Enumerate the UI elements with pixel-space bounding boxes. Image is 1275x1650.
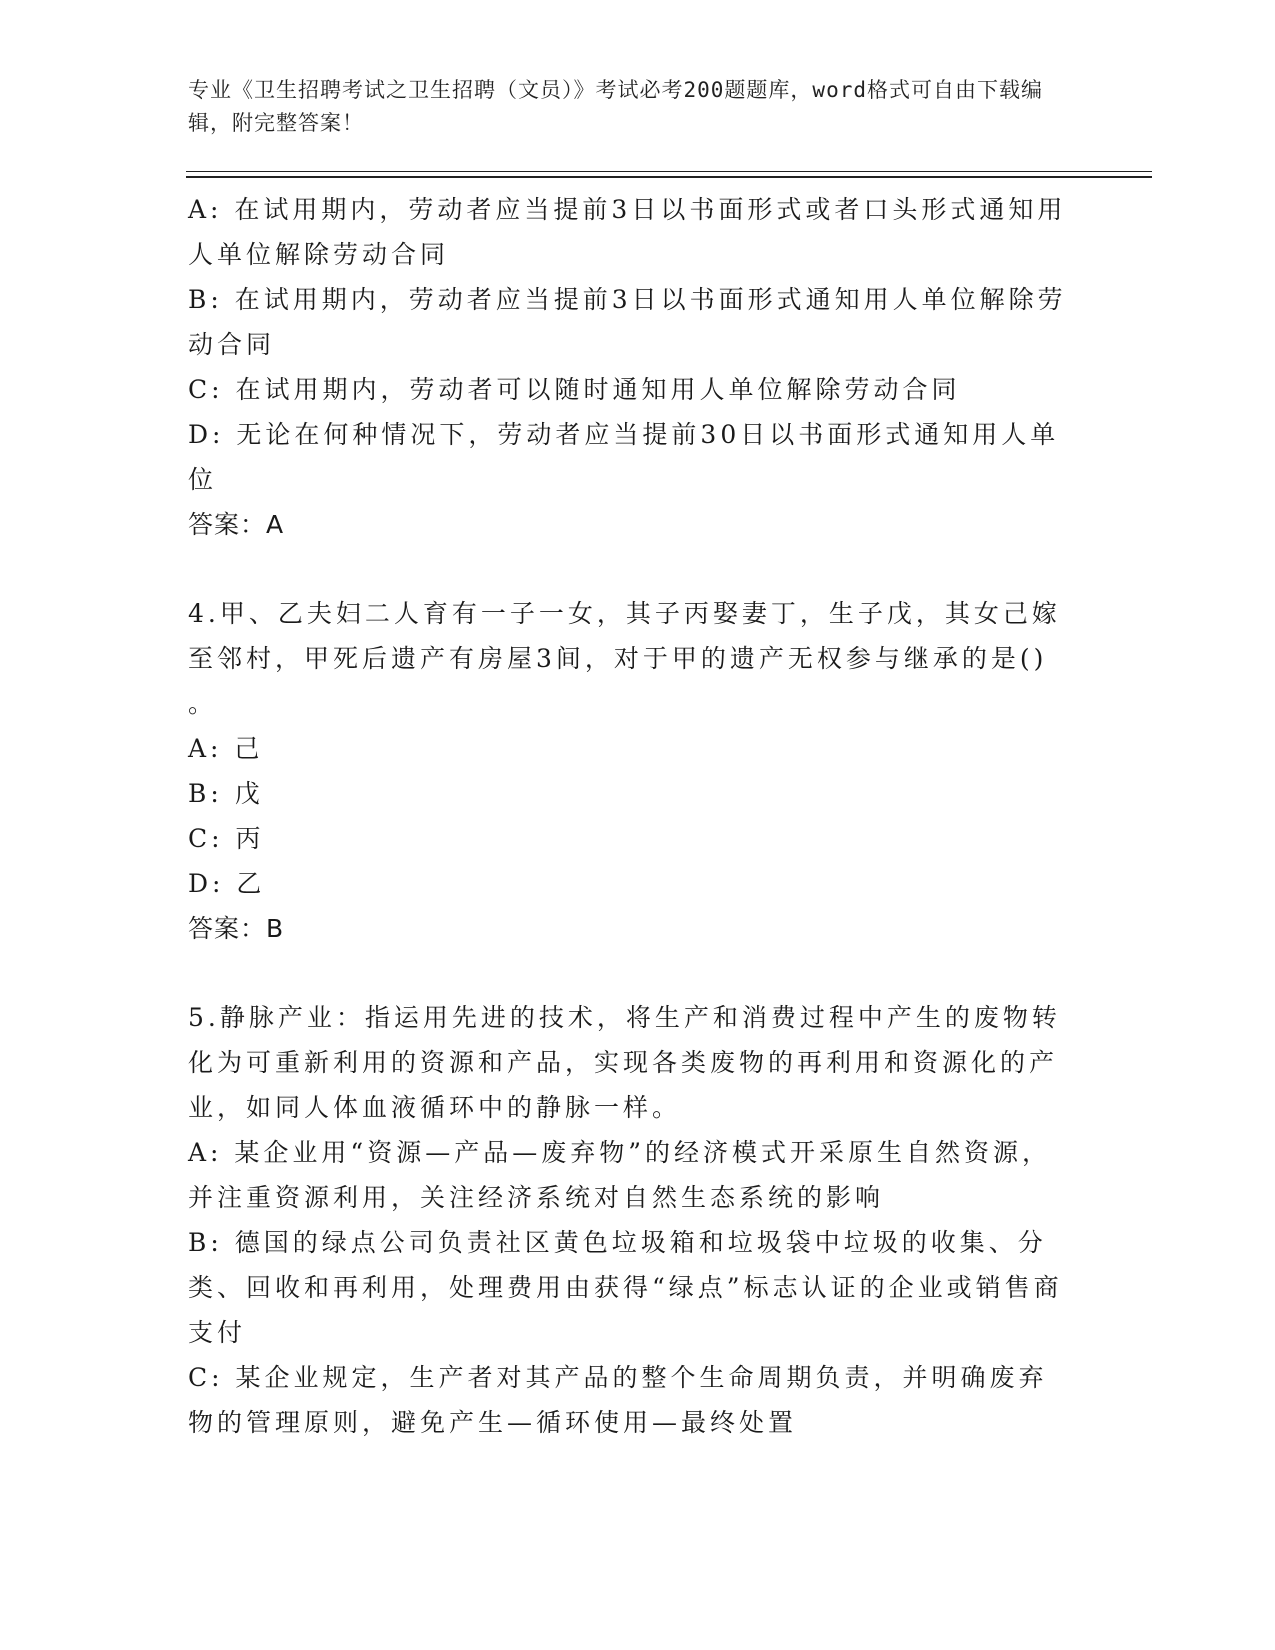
header-divider-thin (186, 171, 1152, 172)
question-content (188, 187, 1073, 1445)
q3-option-d: D: 无论在何种情况下，劳动者应当提前30日以书面形式通知用人单位 (188, 420, 1060, 494)
q4-option-d: D: 乙 (188, 869, 266, 898)
header-divider-thick (186, 176, 1152, 178)
q5-option-c: C: 某企业规定，生产者对其产品的整个生命周期负责，并明确废弃物的管理原则，避免产生—循环使用—最终处置 (188, 1363, 1048, 1437)
q5-option-a: A: 某企业用“资源—产品—废弃物”的经济模式开采原生自然资源，并注重资源利用，关注经济系统对自然生态系统的影响 (188, 1138, 1051, 1212)
q4-answer: 答案：B (188, 914, 285, 943)
q4-stem-end: 。 (188, 689, 218, 718)
q4-stem: 4.甲、乙夫妇二人育有一子一女，其子丙娶妻丁，生子戊，其女己嫁至邻村，甲死后遗产有房屋3间，对于甲的遗产无权参与继承的是() (188, 599, 1061, 673)
q4-option-a: A: 己 (188, 734, 264, 763)
q5-option-b: B: 德国的绿点公司负责社区黄色垃圾箱和垃圾袋中垃圾的收集、分类、回收和再利用，处理费用由获得“绿点”标志认证的企业或销售商支付 (188, 1228, 1063, 1347)
q3-option-a: A: 在试用期内，劳动者应当提前3日以书面形式或者口头形式通知用人单位解除劳动合同 (188, 195, 1067, 269)
page-header: 专业《卫生招聘考试之卫生招聘（文员）》考试必考200题题库，word格式可自由下载编辑，附完整答案！ (188, 78, 1043, 135)
q3-option-c: C: 在试用期内，劳动者可以随时通知用人单位解除劳动合同 (188, 375, 961, 404)
q4-option-c: C: 丙 (188, 824, 265, 853)
q3-option-b: B: 在试用期内，劳动者应当提前3日以书面形式通知用人单位解除劳动合同 (188, 285, 1067, 359)
q3-answer: 答案：A (188, 510, 285, 539)
q5-stem: 5.静脉产业：指运用先进的技术，将生产和消费过程中产生的废物转化为可重新利用的资源和产品，实现各类废物的再利用和资源化的产业，如同人体血液循环中的静脉一样。 (188, 1003, 1061, 1122)
q4-option-b: B: 戊 (188, 779, 264, 808)
